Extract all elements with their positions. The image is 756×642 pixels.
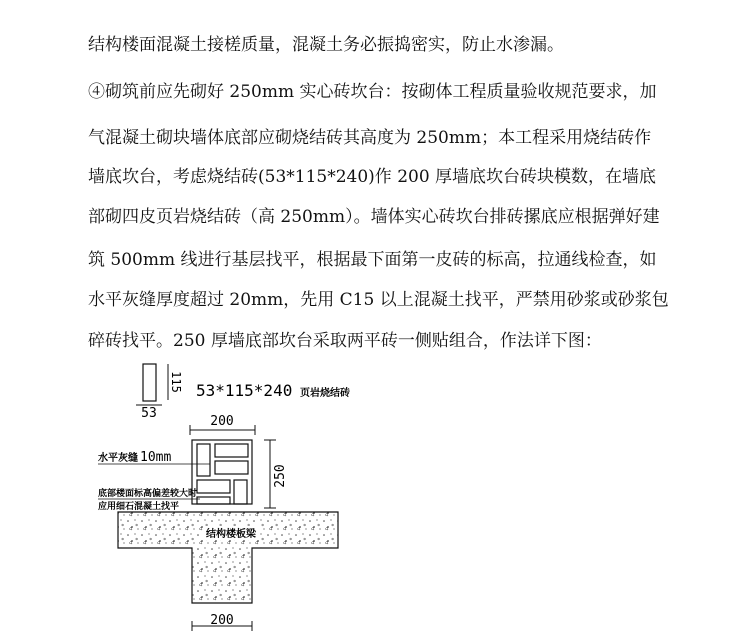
leveling-note-1: 底部楼面标高偏差较大时 bbox=[98, 489, 198, 499]
brick-standing bbox=[197, 444, 210, 476]
text-line-5: 部砌四皮页岩烧结砖（高 250mm）。墙体实心砖坎台排砖摞底应根据弹好建 bbox=[88, 207, 660, 227]
dim-bottom-200-label: 200 bbox=[210, 613, 234, 628]
brick bbox=[197, 497, 230, 504]
brick-standing bbox=[234, 480, 247, 504]
brick bbox=[215, 461, 248, 474]
text-line-2: ④砌筑前应先砌好 250mm 实心砖坎台：按砌体工程质量验收规范要求，加 bbox=[88, 82, 657, 102]
dim-top-200-label: 200 bbox=[210, 414, 234, 429]
text-line-4: 墙底坎台，考虑烧结砖(53*115*240)作 200 厚墙底坎台砖块模数，在墙底 bbox=[88, 167, 657, 187]
brick-wall-outline bbox=[192, 440, 252, 504]
text-line-3: 气混凝土砌块墙体底部应砌烧结砖其高度为 250mm；本工程采用烧结砖作 bbox=[88, 128, 652, 148]
brick-size-label: 53*115*240 bbox=[196, 381, 293, 400]
slab-beam-section bbox=[118, 512, 338, 603]
brick bbox=[215, 444, 248, 457]
text-line-7: 水平灰缝厚度超过 20mm，先用 C15 以上混凝土找平，严禁用砂浆或砂浆包 bbox=[88, 290, 669, 310]
leveling-note-2: 应用细石混凝土找平 bbox=[98, 502, 180, 512]
joint-note-b: 10mm bbox=[140, 450, 172, 465]
text-line-8: 碎砖找平。250 厚墙底部坎台采取两平砖一侧贴组合，作法详下图： bbox=[88, 331, 602, 351]
dim-250-label: 250 bbox=[273, 464, 288, 488]
text-line-6: 筑 500mm 线进行基层找平，根据最下面第一皮砖的标高，拉通线检查，如 bbox=[88, 250, 657, 270]
slab-label: 结构楼板梁 bbox=[206, 529, 256, 540]
brick bbox=[197, 480, 230, 493]
text-line-1: 结构楼面混凝土接槎质量，混凝土务必振捣密实，防止水渗漏。 bbox=[88, 35, 564, 55]
joint-note-a: 水平灰缝 bbox=[98, 453, 138, 464]
dim-53-label: 53 bbox=[141, 406, 157, 421]
brick-section-icon bbox=[143, 364, 156, 401]
dim-115-label: 115 bbox=[169, 371, 183, 393]
brick-type-label: 页岩烧结砖 bbox=[300, 388, 350, 399]
